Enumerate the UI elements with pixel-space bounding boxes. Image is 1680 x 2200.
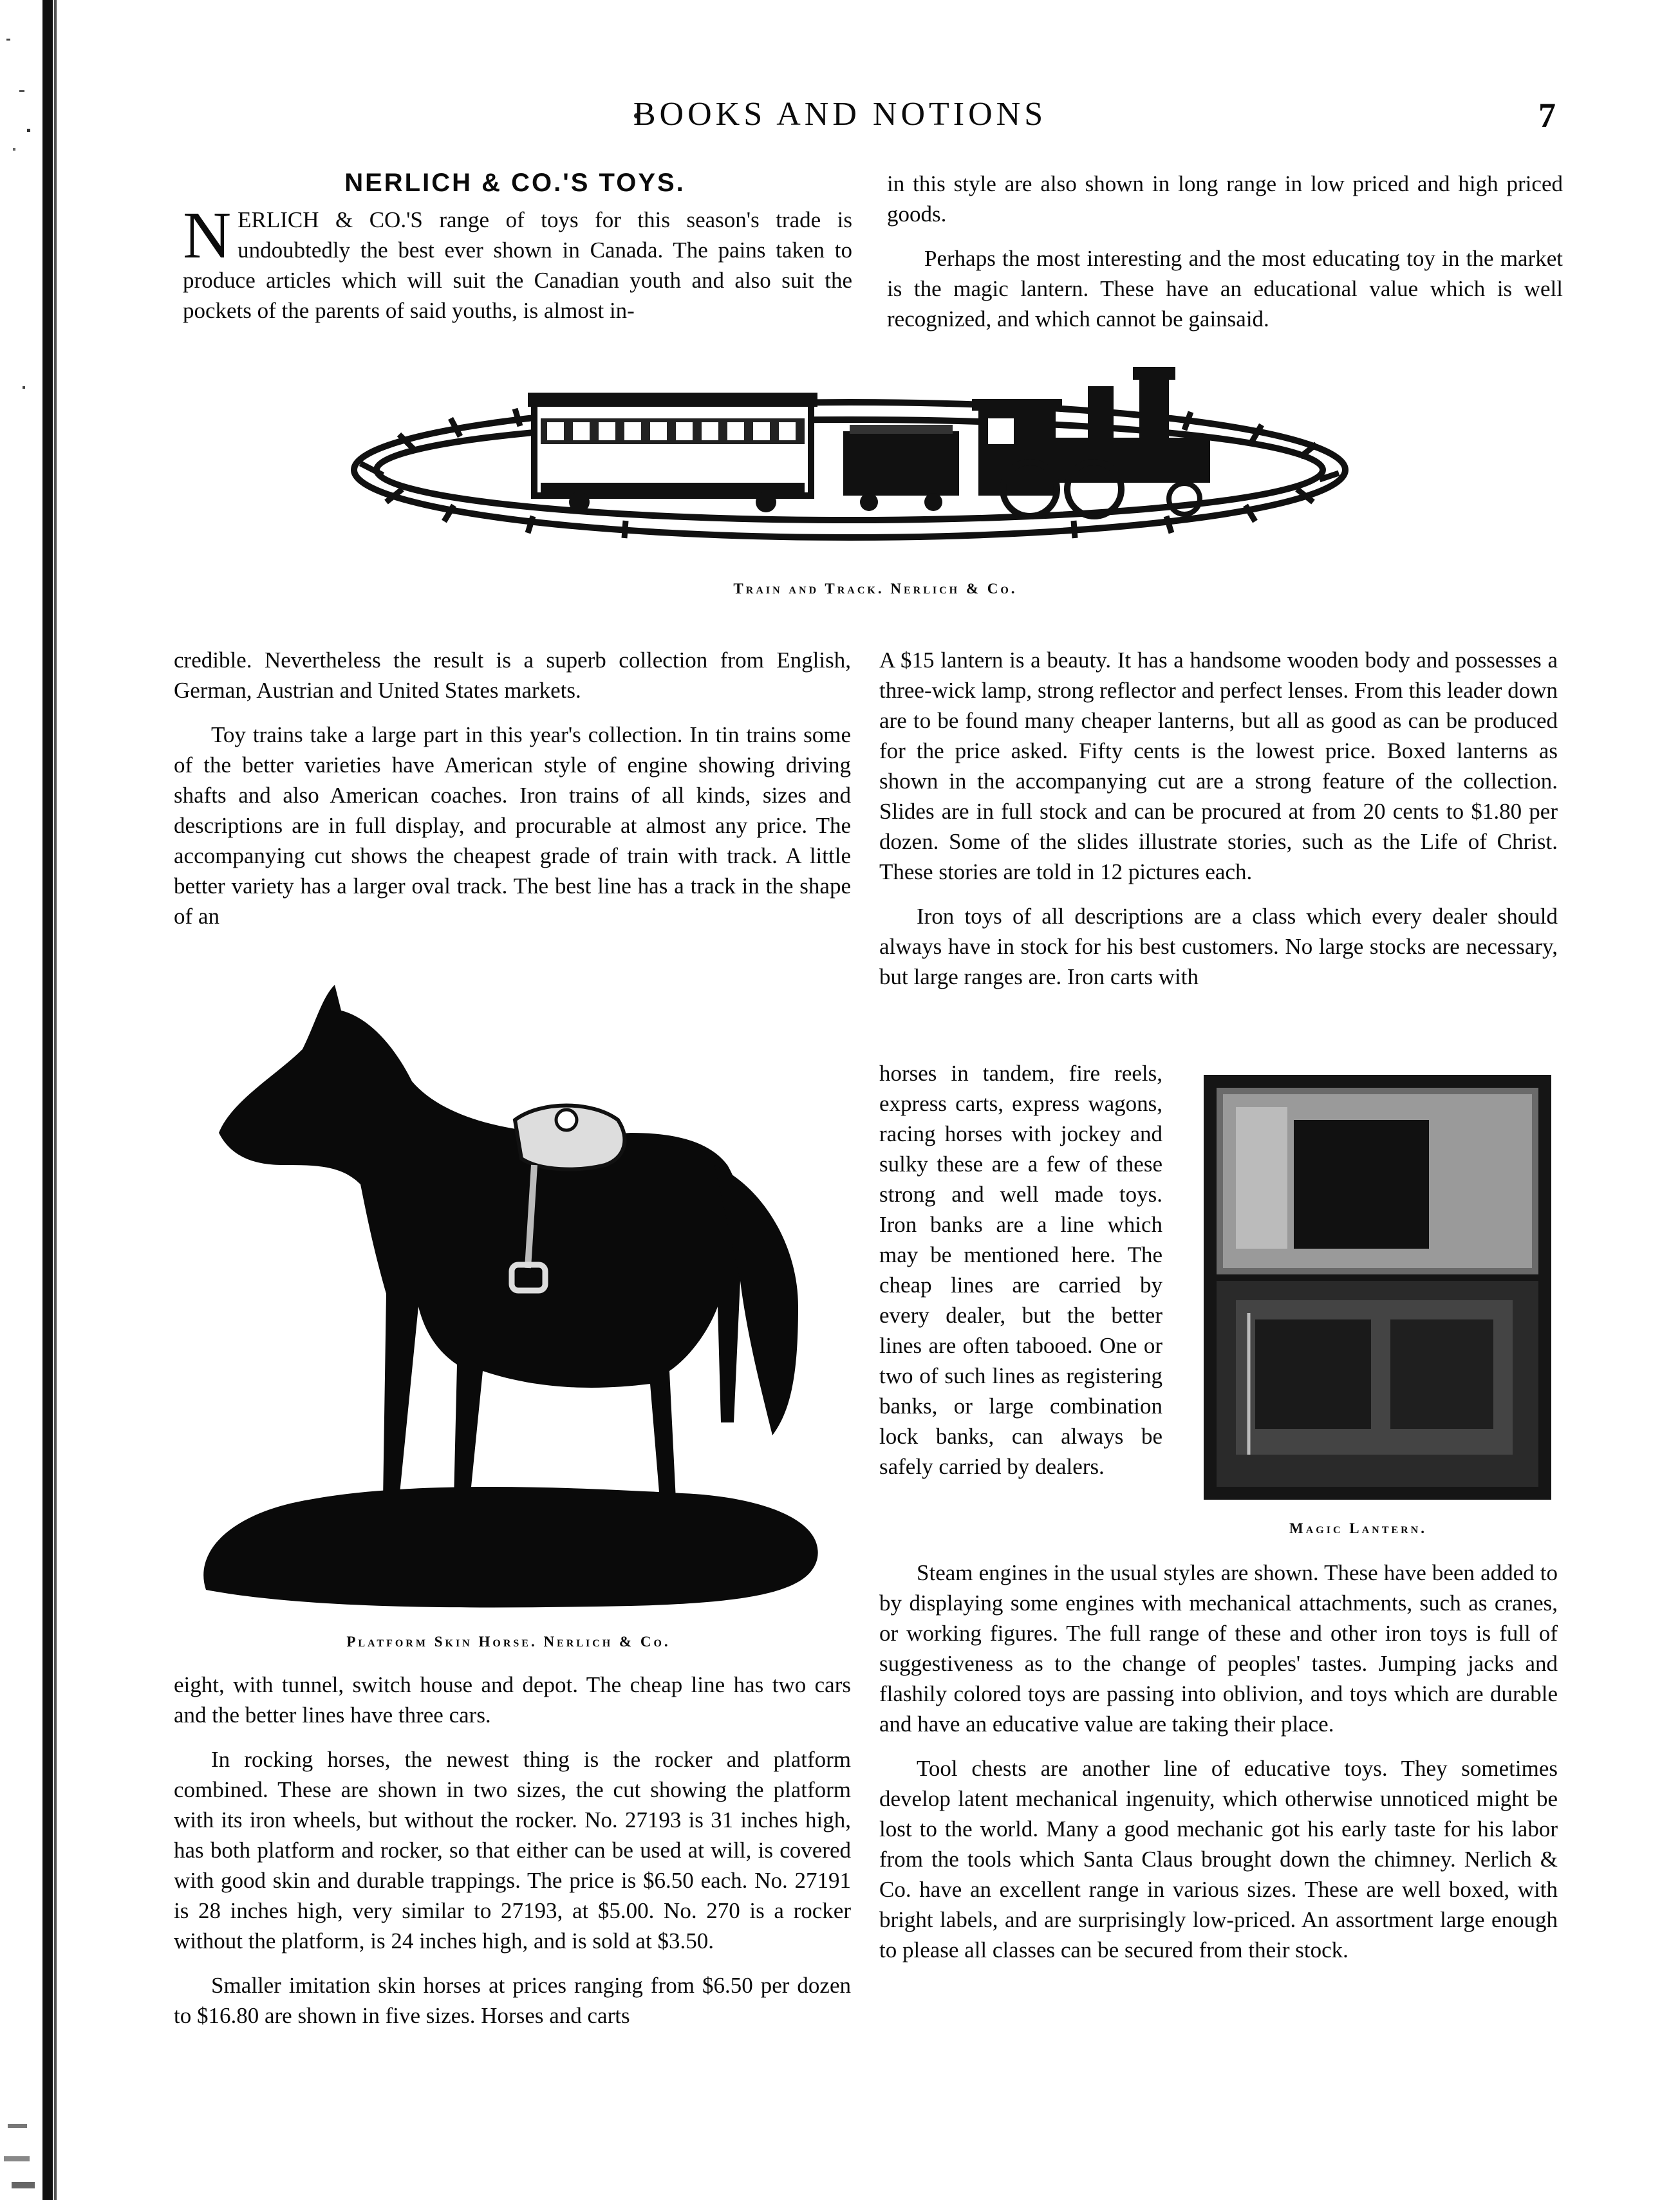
paragraph-text: ERLICH & CO.'S range of toys for this season's trade is undoubtedly the best ever shown in Canada. The pains taken to produce articles which will suit the Canadian youth and also suit the pockets of the parents of said youths, is almost in- — [183, 207, 852, 323]
paragraph: A $15 lantern is a beauty. It has a handsome wooden body and possesses a three-wick lamp, strong reflector and perfect lenses. From this leader down are to be found many cheaper lanterns, but all as good as can be produced for the price asked. Fifty cents is the lowest price. Boxed lanterns as shown in the accompanying cut are a strong feature of the collection. Slides are in full stock and can be procured at from 20 cents to $1.80 per dozen. Some of the slides illustrate stories, such as the Life of Christ. These stories are told in 12 pictures each. — [879, 648, 1558, 884]
drop-cap: N — [183, 198, 232, 272]
article-title: NERLICH & CO.'S TOYS. — [344, 169, 686, 197]
column-bottom-left — [174, 1670, 851, 2031]
passenger-coach — [528, 393, 817, 512]
binding-edge-shadow — [54, 0, 57, 2200]
paragraph: in this style are also shown in long range in low priced and high priced goods. — [887, 171, 1563, 227]
paragraph: In rocking horses, the newest thing is the rocker and platform combined. These are shown in two sizes, the cut showing the platform with its iron wheels, but without the rocker. No. 27193 is 31 inches high, has both platform and rocker, so that either can be used at will, is covered with good skin and durable trappings. The price is $6.50 each. No. 27191 is 28 inches high, very similar to 27193, at $5.00. No. 270 is a rocker without the platform, is 24 inches high, and is sold at $3.50. — [174, 1747, 851, 1953]
column-top-right — [887, 169, 1563, 334]
train-caption: Train and Track. Nerlich & Co. — [733, 581, 1018, 597]
lantern-box-tray — [1217, 1281, 1538, 1487]
lantern-caption: Magic Lantern. — [1289, 1520, 1427, 1536]
paragraph: eight, with tunnel, switch house and depot. The cheap line has two cars and the better lines have three cars. — [174, 1672, 851, 1728]
paragraph: Tool chests are another line of educative toys. They sometimes develop latent mechanical ingenuity, which otherwise unnoticed might be lost to the world. Many a good mechanic got his early taste for his labor from the tools which Santa Claus brought down the chimney. Nerlich & Co. have an excellent range in various sizes. These are well boxed, with bright labels, and are surprisingly low-priced. An assortment large enough to please all classes can be secured from their stock. — [879, 1756, 1558, 1962]
paragraph: Steam engines in the usual styles are shown. These have been added to by displaying some engines with mechanical attachments, such as cranes, or working figures. The full range of these and other iron toys is full of suggestiveness as to the change of peoples' tastes. Jumping jacks and flashily colored toys are passing into oblivion, and toys which are durable and have an educative value are taking their place. — [879, 1560, 1558, 1737]
paragraph: horses in tandem, fire reels, express carts, express wagons, racing horses with jockey and sulky these are a few of these strong and well made toys. Iron banks are a line which may be mentioned here. The cheap lines are carried by every dealer, but the better lines are often tabooed. One or two of such lines as registering banks, or large combination lock banks, can always be safely carried by dealers. — [879, 1061, 1162, 1479]
column-mid-right — [879, 645, 1558, 992]
column-bottom-right — [879, 1558, 1558, 1965]
paragraph: credible. Nevertheless the result is a superb collection from English, German, Austrian and United States markets. — [174, 648, 851, 703]
platform-skin-horse-illustration — [180, 972, 843, 1616]
horse-silhouette — [219, 985, 798, 1500]
lantern-box-lid — [1217, 1088, 1538, 1274]
paragraph: Perhaps the most interesting and the most educating toy in the market is the magic lantern. These have an educational value which is well recognized, and which cannot be gainsaid. — [887, 246, 1563, 331]
horse-caption: Platform Skin Horse. Nerlich & Co. — [346, 1634, 671, 1650]
column-wrap-right — [879, 1058, 1162, 1482]
paragraph: Smaller imitation skin horses at prices ranging from $6.50 per dozen to $16.80 are shown in five sizes. Horses and carts — [174, 1973, 851, 2028]
tender-car — [843, 425, 959, 511]
scan-speckle — [0, 0, 39, 2200]
train-and-track-illustration — [335, 360, 1365, 566]
magic-lantern-illustration — [1197, 1068, 1558, 1506]
locomotive — [972, 367, 1210, 516]
binding-edge — [42, 0, 53, 2200]
column-top-left — [183, 198, 852, 326]
page-number: 7 — [1538, 96, 1556, 135]
column-mid-left — [174, 645, 851, 931]
running-header: BOOKS AND NOTIONS — [633, 96, 1047, 133]
paragraph — [183, 198, 852, 326]
paragraph: Toy trains take a large part in this year's collection. In tin trains some of the better varieties have American style of engine showing driving shafts and also American coaches. Iron trains of all kinds, sizes and descriptions are in full display, and procurable at almost any price. The accompanying cut shows the cheapest grade of train with track. A little better variety has a larger oval track. The best line has a track in the shape of an — [174, 722, 851, 929]
platform-base — [203, 1487, 817, 1607]
paragraph: Iron toys of all descriptions are a class which every dealer should always have in stock for his best customers. No large stocks are necessary, but large ranges are. Iron carts with — [879, 904, 1558, 989]
